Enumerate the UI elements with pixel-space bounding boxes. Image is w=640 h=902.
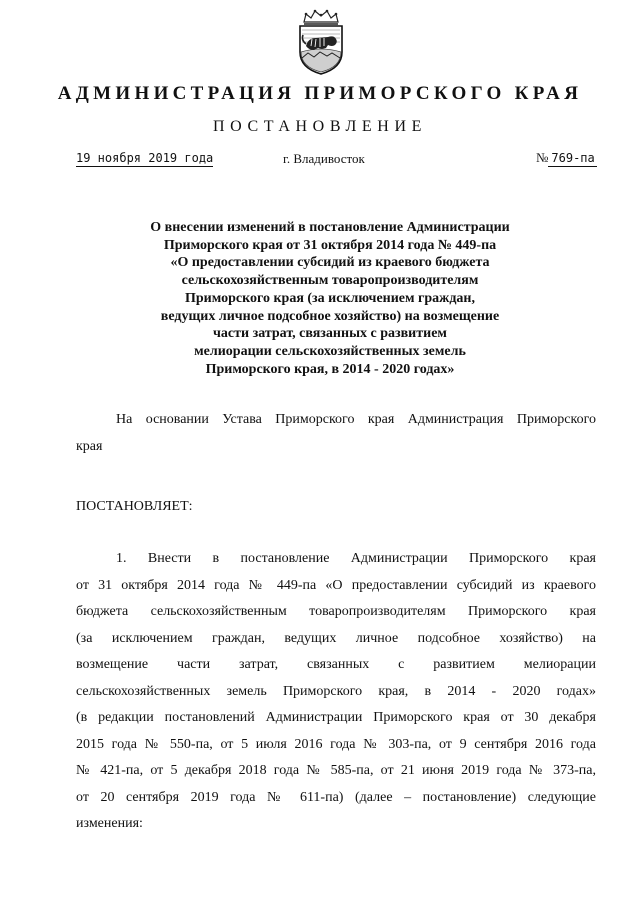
document-number-prefix: № <box>536 150 549 165</box>
document-date-value: 19 ноября 2019 года <box>76 151 214 165</box>
heading-line: Приморского края (за исключением граждан, <box>184 290 475 306</box>
document-number <box>536 150 597 166</box>
paragraph-line: от 31 октября 2014 года № 449-па «О предоставлении субсидий из краевого <box>76 577 596 593</box>
paragraph-line: 1. Внести в постановление Администрации Приморского края <box>116 551 596 566</box>
heading-line: сельскохозяйственным товаропроизводителям <box>181 273 479 289</box>
paragraph-line: края <box>76 439 103 454</box>
heading-line: «О предоставлении субсидий из краевого бюджета <box>170 255 490 271</box>
paragraph-line: (в редакции постановлений Администрации Приморского края от 30 декабря <box>76 710 596 725</box>
paragraph-line: бюджета сельскохозяйственным товаропроизводителям Приморского края <box>76 604 596 619</box>
heading-line: Приморского края от 31 октября 2014 года № 449-па <box>163 237 497 253</box>
paragraph-line: от 20 сентября 2019 года № 611-па) (далее – постановление) следующие <box>76 789 596 805</box>
heading-line: Приморского края, в 2014 - 2020 годах» <box>205 361 455 377</box>
document-type: ПОСТАНОВЛЕНИЕ <box>213 118 427 135</box>
heading-line: мелиорации сельскохозяйственных земель <box>194 343 466 359</box>
heading-line: части затрат, связанных с развитием <box>213 326 447 342</box>
basis-paragraph <box>76 406 596 460</box>
paragraph-line: № 421-па, от 5 декабря 2018 года № 585-па, от 21 июня 2019 года № 373-па, <box>76 763 596 778</box>
paragraph-line: (за исключением граждан, ведущих личное подсобное хозяйство) на <box>76 630 596 646</box>
resolves-label: ПОСТАНОВЛЯЕТ: <box>76 499 193 514</box>
paragraph-line: На основании Устава Приморского края Администрация Приморского <box>116 412 596 427</box>
document-number-value: 769-па <box>548 151 596 167</box>
paragraph-line: изменения: <box>76 816 143 831</box>
primorsky-coat-of-arms-icon <box>292 8 350 76</box>
document-heading <box>110 219 550 378</box>
paragraph-line: сельскохозяйственных земель Приморского края, в 2014 - 2020 годах» <box>76 683 596 699</box>
paragraph-line: 2015 года № 550-па, от 5 июля 2016 года № 303-па, от 9 сентября 2016 года <box>76 736 596 752</box>
organization-title: АДМИНИСТРАЦИЯ ПРИМОРСКОГО КРАЯ <box>57 83 583 104</box>
document-date <box>76 151 214 165</box>
paragraph-line: возмещение части затрат, связанных с развитием мелиорации <box>76 657 596 672</box>
heading-line: ведущих личное подсобное хозяйство) на возмещение <box>160 308 500 324</box>
item-1-paragraph <box>76 546 596 838</box>
document-city: г. Владивосток <box>283 151 365 166</box>
heading-line: О внесении изменений в постановление Администрации <box>150 220 510 235</box>
